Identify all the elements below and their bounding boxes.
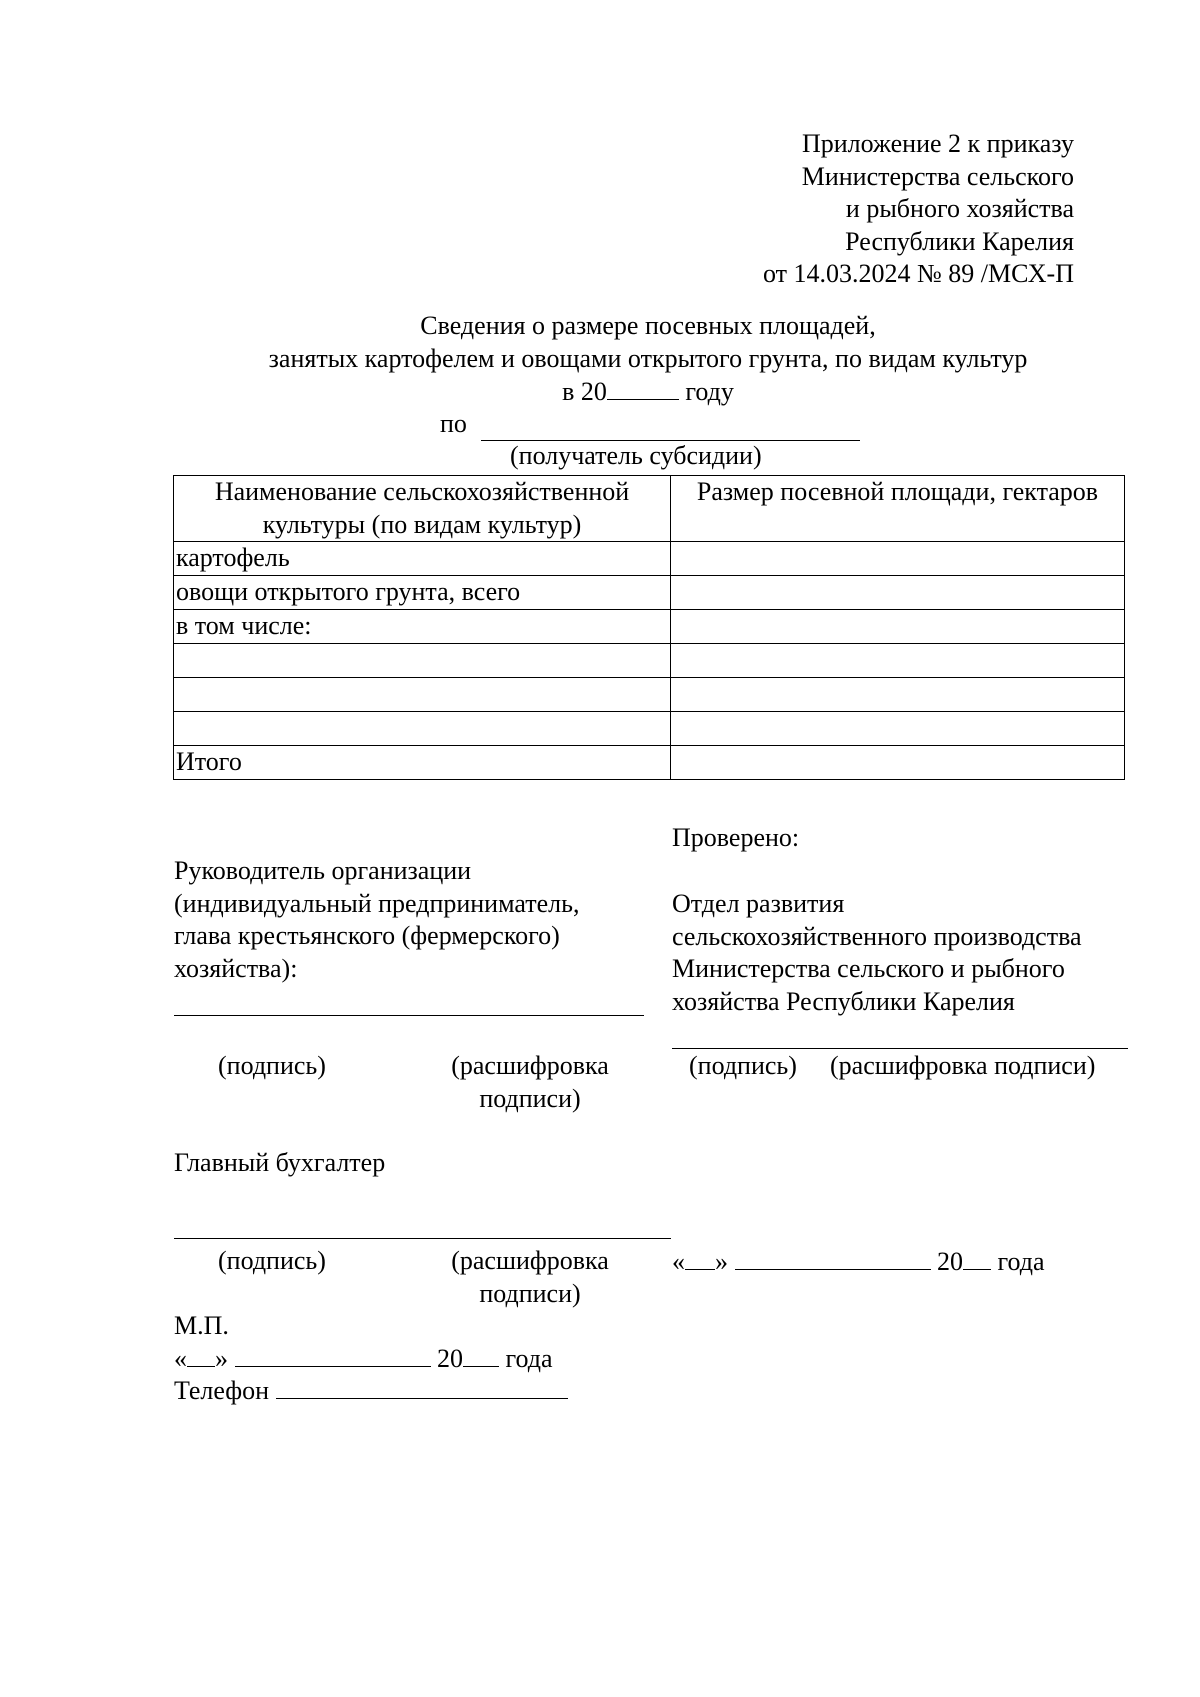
open-quote: « — [672, 1247, 685, 1276]
manager-title-line: (индивидуальный предприниматель, — [174, 888, 580, 918]
crop-name-cell[interactable] — [174, 678, 671, 712]
close-quote: » — [715, 1247, 728, 1276]
department-line: сельскохозяйственного производства — [672, 921, 1082, 951]
department-signature-line[interactable] — [672, 1048, 1128, 1049]
year-prefix: 20 — [437, 1344, 463, 1373]
header-line: Министерства сельского — [801, 161, 1074, 191]
phone-label: Телефон — [174, 1376, 270, 1405]
caption-line: подписи) — [479, 1083, 581, 1113]
manager-title-line: глава крестьянского (фермерского) — [174, 921, 560, 950]
organization-date-line — [174, 1342, 553, 1376]
table-row — [174, 610, 1125, 644]
area-cell[interactable] — [671, 576, 1125, 610]
table-row — [174, 746, 1125, 780]
year-prefix: 20 — [937, 1247, 963, 1276]
caption-line: (расшифровка — [451, 1246, 609, 1275]
department-decode-caption: (расшифровка подписи) — [830, 1051, 1096, 1080]
department-sign-caption: (подпись) — [689, 1051, 797, 1080]
table-row — [174, 576, 1125, 610]
year-suffix: года — [505, 1344, 553, 1373]
year-blank-field[interactable] — [963, 1245, 991, 1270]
crops-table — [173, 475, 1125, 780]
document-title — [0, 310, 1200, 409]
chief-accountant-title: Главный бухгалтер — [174, 1148, 386, 1177]
crop-name-cell[interactable] — [174, 712, 671, 746]
caption-line: подписи) — [479, 1278, 581, 1308]
accountant-sign-caption: (подпись) — [218, 1246, 326, 1275]
header-line: Республики Карелия — [845, 226, 1074, 256]
crop-name-cell: картофель — [174, 542, 671, 576]
month-blank-field[interactable] — [235, 1342, 431, 1367]
month-blank-field[interactable] — [735, 1245, 931, 1270]
year-suffix: году — [678, 377, 734, 406]
close-quote: » — [215, 1344, 228, 1373]
department-line: Министерства сельского и рыбного — [672, 954, 1065, 983]
header-line: от 14.03.2024 № 89 /МСХ-П — [762, 259, 1074, 288]
year-prefix: в 20 — [562, 377, 607, 406]
document-header — [763, 128, 1074, 291]
day-blank-field[interactable] — [187, 1342, 215, 1367]
header-line: и рыбного хозяйства — [845, 194, 1074, 223]
manager-signature-line[interactable] — [174, 1015, 644, 1016]
open-quote: « — [174, 1344, 187, 1373]
area-cell[interactable] — [671, 678, 1125, 712]
checked-label: Проверено: — [672, 823, 800, 852]
area-cell[interactable] — [671, 644, 1125, 678]
accountant-signature-line[interactable] — [174, 1238, 671, 1239]
year-blank-field[interactable] — [463, 1342, 499, 1367]
crop-name-cell: овощи открытого грунта, всего — [174, 576, 671, 610]
department-date-line — [672, 1245, 1045, 1279]
area-cell[interactable] — [671, 542, 1125, 576]
table-row — [174, 644, 1125, 678]
title-line-1: Сведения о размере посевных площадей, — [420, 311, 876, 340]
phone-line — [174, 1374, 568, 1408]
crop-name-cell: Итого — [174, 746, 671, 780]
manager-decode-caption — [430, 1050, 630, 1115]
area-cell[interactable] — [671, 712, 1125, 746]
header-crop-name: Наименование сельскохозяйственной культуры (по видам культур) — [174, 476, 671, 542]
department-block — [672, 888, 1082, 1018]
title-line-2: занятых картофелем и овощами открытого грунта, по видам культур — [268, 343, 1028, 373]
crop-name-cell: в том числе: — [174, 610, 671, 644]
manager-title-line: Руководитель организации — [174, 856, 472, 885]
phone-blank-field[interactable] — [276, 1374, 568, 1399]
po-label: по — [440, 409, 467, 438]
area-cell[interactable] — [671, 610, 1125, 644]
recipient-caption: (получатель субсидии) — [510, 441, 762, 470]
caption-line: (расшифровка — [451, 1051, 609, 1080]
manager-title-line: хозяйства): — [174, 953, 298, 983]
table-row — [174, 678, 1125, 712]
crop-name-cell[interactable] — [174, 644, 671, 678]
table-header-row — [174, 476, 1125, 542]
accountant-decode-caption — [430, 1245, 630, 1310]
manager-sign-caption: (подпись) — [218, 1051, 326, 1080]
area-cell[interactable] — [671, 746, 1125, 780]
year-blank-field[interactable] — [607, 375, 679, 400]
stamp-label: М.П. — [174, 1311, 229, 1340]
department-line: Отдел развития — [672, 889, 845, 918]
day-blank-field[interactable] — [685, 1245, 715, 1270]
table-row — [174, 542, 1125, 576]
header-area: Размер посевной площади, гектаров — [671, 476, 1125, 542]
title-year-line — [0, 375, 1200, 409]
department-line: хозяйства Республики Карелия — [672, 986, 1015, 1016]
year-suffix: года — [997, 1247, 1045, 1276]
table-row — [174, 712, 1125, 746]
header-line: Приложение 2 к приказу — [801, 129, 1074, 158]
manager-signature-block — [174, 855, 579, 985]
